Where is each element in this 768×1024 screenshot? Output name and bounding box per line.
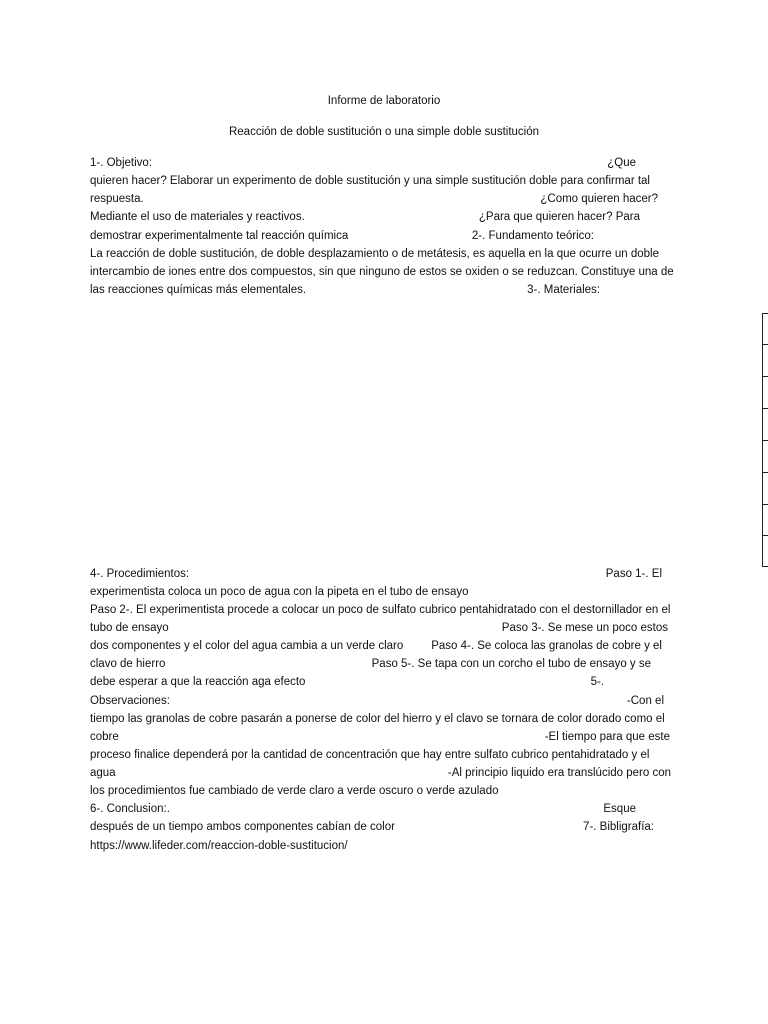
table-row-border: [763, 344, 768, 345]
text-line: [90, 692, 674, 710]
text-line: los procedimientos fue cambiado de verde claro a verde oscuro o verde azulado: [90, 785, 499, 797]
text-left: demostrar experimentalmente tal reacción química: [90, 230, 349, 242]
text-right: ¿Como quieren hacer?: [540, 193, 658, 205]
document-subtitle: Reacción de doble sustitución o una simple doble sustitución: [228, 126, 540, 138]
document-title: Informe de laboratorio: [327, 95, 441, 107]
text-left: después de un tiempo ambos componentes cabían de color: [90, 821, 395, 833]
text-line: [90, 800, 674, 818]
text-left: respuesta.: [90, 193, 144, 205]
text-right: -El tiempo para que este: [544, 731, 670, 743]
text-line: [90, 227, 674, 245]
text-line: Paso 2-. El experimentista procede a colocar un poco de sulfato cubrico pentahidratado con el destornillador en el: [90, 604, 671, 616]
table-edge: [762, 313, 768, 567]
text-left: debe esperar a que la reacción aga efecto: [90, 676, 306, 688]
text-left: Mediante el uso de materiales y reactivos.: [90, 211, 305, 223]
text-left: 1-. Objetivo:: [90, 157, 152, 169]
text-right: Paso 1-. El: [605, 568, 662, 580]
text-right: ¿Que: [607, 157, 636, 169]
text-line: La reacción de doble sustitución, de doble desplazamiento o de metátesis, es aquella en la que ocurre un doble: [90, 248, 659, 260]
table-row-border: [763, 313, 768, 314]
text-line: [90, 565, 674, 583]
table-row-border: [763, 472, 768, 473]
text-left: 6-. Conclusion:.: [90, 803, 170, 815]
text-right: Paso 4-. Se coloca las granolas de cobre y el: [431, 640, 662, 652]
text-line: [90, 728, 674, 746]
text-line: [90, 818, 674, 836]
text-left: agua: [90, 767, 116, 779]
text-line: quieren hacer? Elaborar un experimento de doble sustitución y una simple sustitución doble para confirmar tal: [90, 175, 650, 187]
text-left: tubo de ensayo: [90, 622, 169, 634]
text-line: [90, 673, 674, 691]
text-line: [90, 208, 674, 226]
text-right: ¿Para que quieren hacer? Para: [478, 211, 640, 223]
text-right: Paso 5-. Se tapa con un corcho el tubo de ensayo y se: [371, 658, 651, 670]
text-left: dos componentes y el color del agua cambia a un verde claro: [90, 640, 404, 652]
bibliography-link[interactable]: https://www.lifeder.com/reaccion-doble-sustitucion/: [90, 840, 348, 852]
text-line: proceso finalice dependerá por la cantidad de concentración que hay entre sulfato cubrico pentahidratado y el: [90, 749, 650, 761]
text-right: Paso 3-. Se mese un poco estos: [501, 622, 668, 634]
table-row-border: [763, 535, 768, 536]
text-right: -Al principio liquido era translúcido pero con: [447, 767, 671, 779]
text-line: [90, 281, 674, 299]
text-line: intercambio de iones entre dos compuestos, sin que ninguno de estos se oxiden o se reduzcan. Constituye una de: [90, 266, 674, 278]
table-row-border: [763, 408, 768, 409]
text-line: tiempo las granolas de cobre pasarán a ponerse de color del hierro y el clavo se tornara de color dorado como el: [90, 713, 665, 725]
text-left: 4-. Procedimientos:: [90, 568, 190, 580]
text-line: [90, 764, 674, 782]
text-line: [90, 154, 674, 172]
text-right: 3-. Materiales:: [527, 284, 600, 296]
table-row-border: [763, 566, 768, 567]
text-line: [90, 637, 674, 655]
text-right: 2-. Fundamento teórico:: [471, 230, 594, 242]
text-left: clavo de hierro: [90, 658, 166, 670]
text-left: Observaciones:: [90, 695, 170, 707]
table-row-border: [763, 440, 768, 441]
text-right: 7-. Bibligrafía:: [583, 821, 654, 833]
text-line: experimentista coloca un poco de agua con la pipeta en el tubo de ensayo: [90, 586, 469, 598]
table-row-border: [763, 504, 768, 505]
text-right: 5-.: [590, 676, 604, 688]
text-right: -Con el: [626, 695, 664, 707]
text-line: [90, 619, 674, 637]
text-line: [90, 190, 674, 208]
text-left: cobre: [90, 731, 119, 743]
text-left: las reacciones químicas más elementales.: [90, 284, 307, 296]
text-right: Esque: [603, 803, 636, 815]
text-line: [90, 655, 674, 673]
table-row-border: [763, 376, 768, 377]
